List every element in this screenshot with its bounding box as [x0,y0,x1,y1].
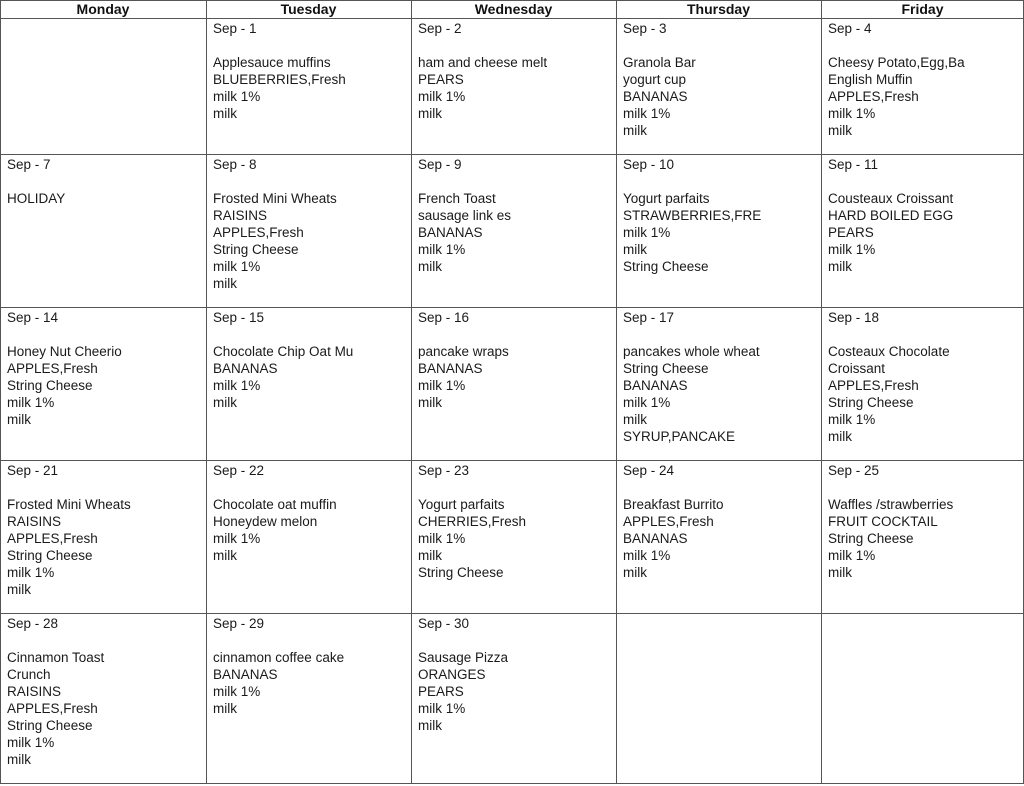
menu-item: String Cheese [7,718,93,733]
day-cell [616,307,821,460]
menu-item: PEARS [418,72,464,87]
menu-item: Cheesy Potato,Egg,Ba [828,55,965,70]
menu-item: Applesauce muffins [213,55,331,70]
day-cell [411,18,616,154]
day-date: Sep - 23 [418,463,470,478]
day-cell [411,307,616,460]
day-cell [616,613,821,783]
menu-item: Cinnamon Toast [7,650,105,665]
menu-item: Frosted Mini Wheats [213,191,337,206]
day-header-tuesday: Tuesday [280,1,337,17]
menu-item: milk 1% [213,531,261,546]
menu-item: milk [623,242,647,257]
menu-item: RAISINS [7,514,62,529]
day-cell [616,460,821,613]
day-date: Sep - 3 [623,21,667,36]
day-cell [821,613,1024,783]
menu-item: milk 1% [7,565,55,580]
menu-item: milk [623,565,647,580]
menu-item: English Muffin [828,72,913,87]
day-cell [411,460,616,613]
menu-item: milk [7,412,31,427]
menu-item: APPLES,Fresh [828,378,919,393]
menu-item: Honeydew melon [213,514,318,529]
menu-item: milk [418,106,442,121]
day-date: Sep - 1 [213,21,257,36]
spacer [418,173,616,190]
menu-item: RAISINS [213,208,268,223]
day-date: Sep - 16 [418,310,470,325]
menu-item: String Cheese [7,378,93,393]
menu-item: milk [213,276,237,291]
menu-item: milk 1% [418,89,466,104]
menu-item: BANANAS [418,361,483,376]
day-cell [411,613,616,783]
day-date: Sep - 14 [7,310,59,325]
day-header-monday: Monday [76,1,130,17]
day-cell [616,18,821,154]
menu-item: Yogurt parfaits [418,497,505,512]
menu-item: milk [418,548,442,563]
menu-item: BANANAS [213,361,278,376]
menu-item: milk [213,106,237,121]
menu-item: milk [213,548,237,563]
spacer [418,37,616,54]
spacer [7,173,206,190]
menu-item: String Cheese [828,395,914,410]
menu-item: milk 1% [213,259,261,274]
menu-item: milk 1% [213,684,261,699]
day-date: Sep - 18 [828,310,880,325]
spacer [213,37,411,54]
menu-item: Cousteaux Croissant [828,191,954,206]
menu-item: milk [7,752,31,767]
menu-item: milk 1% [828,412,876,427]
menu-item: milk [418,718,442,733]
day-date: Sep - 2 [418,21,462,36]
day-cell [0,613,206,783]
menu-item: milk [828,123,852,138]
day-header-friday: Friday [901,1,944,17]
menu-item: milk 1% [418,378,466,393]
menu-item: ham and cheese melt [418,55,548,70]
menu-item: milk [418,259,442,274]
menu-item: milk 1% [7,735,55,750]
menu-item: Yogurt parfaits [623,191,710,206]
menu-item: milk [7,582,31,597]
menu-item: French Toast [418,191,496,206]
menu-item: String Cheese [213,242,299,257]
menu-item: yogurt cup [623,72,687,87]
day-cell [411,154,616,307]
menu-item: milk 1% [623,395,671,410]
menu-item: Chocolate oat muffin [213,497,337,512]
menu-item: String Cheese [418,565,504,580]
menu-item: milk [418,395,442,410]
day-date: Sep - 7 [7,157,51,172]
menu-item: HOLIDAY [7,191,66,206]
menu-item: APPLES,Fresh [7,361,98,376]
menu-item: FRUIT COCKTAIL [828,514,938,529]
day-date: Sep - 24 [623,463,675,478]
day-cell [821,154,1024,307]
menu-item: BANANAS [623,89,688,104]
menu-item: APPLES,Fresh [213,225,304,240]
menu-item: cinnamon coffee cake [213,650,345,665]
menu-item: milk 1% [7,395,55,410]
menu-item: Honey Nut Cheerio [7,344,122,359]
menu-item: Chocolate Chip Oat Mu [213,344,354,359]
day-cell [0,460,206,613]
menu-item: milk [828,565,852,580]
menu-item: ORANGES [418,667,486,682]
spacer [828,326,1024,343]
day-date: Sep - 22 [213,463,265,478]
day-header-wednesday: Wednesday [474,1,553,17]
day-date: Sep - 4 [828,21,872,36]
spacer [418,326,616,343]
menu-item: milk [828,259,852,274]
menu-item: String Cheese [7,548,93,563]
menu-item: milk [213,395,237,410]
menu-item: milk [623,412,647,427]
menu-item: SYRUP,PANCAKE [623,429,736,444]
menu-item: PEARS [418,684,464,699]
day-cell [206,18,411,154]
day-cell [206,460,411,613]
menu-item: Waffles /strawberries [828,497,954,512]
menu-item: pancake wraps [418,344,509,359]
spacer [828,173,1024,190]
menu-item: milk 1% [828,106,876,121]
day-cell [0,307,206,460]
grid-line-horizontal [0,783,1024,784]
day-date: Sep - 17 [623,310,675,325]
menu-item: milk 1% [418,242,466,257]
menu-item: milk 1% [213,89,261,104]
menu-item: Costeaux Chocolate [828,344,950,359]
day-cell [821,18,1024,154]
menu-item: APPLES,Fresh [7,531,98,546]
menu-item: sausage link es [418,208,512,223]
menu-item: BLUEBERRIES,Fresh [213,72,346,87]
day-date: Sep - 25 [828,463,880,478]
menu-item: APPLES,Fresh [7,701,98,716]
day-header-thursday: Thursday [686,1,750,17]
day-date: Sep - 21 [7,463,59,478]
day-cell [206,307,411,460]
menu-item: milk [213,701,237,716]
day-date: Sep - 15 [213,310,265,325]
menu-item: milk 1% [418,531,466,546]
day-date: Sep - 30 [418,616,470,631]
spacer [623,173,821,190]
day-cell [821,460,1024,613]
day-cell [206,154,411,307]
menu-item: milk 1% [828,548,876,563]
menu-item: Croissant [828,361,886,376]
day-cell [0,18,206,154]
menu-item: BANANAS [418,225,483,240]
menu-item: PEARS [828,225,874,240]
day-cell [0,154,206,307]
menu-item: pancakes whole wheat [623,344,760,359]
spacer [213,632,411,649]
spacer [828,479,1024,496]
menu-item: milk [828,429,852,444]
day-date: Sep - 10 [623,157,675,172]
spacer [7,479,206,496]
menu-item: APPLES,Fresh [623,514,714,529]
menu-item: milk 1% [828,242,876,257]
menu-item: BANANAS [623,378,688,393]
menu-item: Granola Bar [623,55,696,70]
menu-item: BANANAS [623,531,688,546]
day-date: Sep - 11 [828,157,879,172]
menu-item: String Cheese [828,531,914,546]
menu-item: Breakfast Burrito [623,497,724,512]
menu-item: String Cheese [623,361,709,376]
day-cell [821,307,1024,460]
spacer [213,326,411,343]
day-cell [616,154,821,307]
spacer [623,326,821,343]
menu-item: Crunch [7,667,51,682]
day-cell [206,613,411,783]
spacer [623,37,821,54]
menu-item: APPLES,Fresh [828,89,919,104]
day-date: Sep - 28 [7,616,59,631]
spacer [7,632,206,649]
day-date: Sep - 9 [418,157,462,172]
spacer [213,173,411,190]
spacer [418,479,616,496]
menu-item: BANANAS [213,667,278,682]
menu-item: Sausage Pizza [418,650,509,665]
menu-item: String Cheese [623,259,709,274]
menu-item: HARD BOILED EGG [828,208,954,223]
menu-item: RAISINS [7,684,62,699]
day-date: Sep - 8 [213,157,257,172]
spacer [7,326,206,343]
day-date: Sep - 29 [213,616,265,631]
menu-item: milk 1% [623,106,671,121]
menu-item: CHERRIES,Fresh [418,514,527,529]
menu-item: STRAWBERRIES,FRE [623,208,762,223]
menu-item: Frosted Mini Wheats [7,497,131,512]
menu-item: milk [623,123,647,138]
menu-item: milk 1% [623,225,671,240]
spacer [623,479,821,496]
spacer [418,632,616,649]
menu-item: milk 1% [213,378,261,393]
menu-item: milk 1% [418,701,466,716]
spacer [213,479,411,496]
spacer [828,37,1024,54]
menu-item: milk 1% [623,548,671,563]
